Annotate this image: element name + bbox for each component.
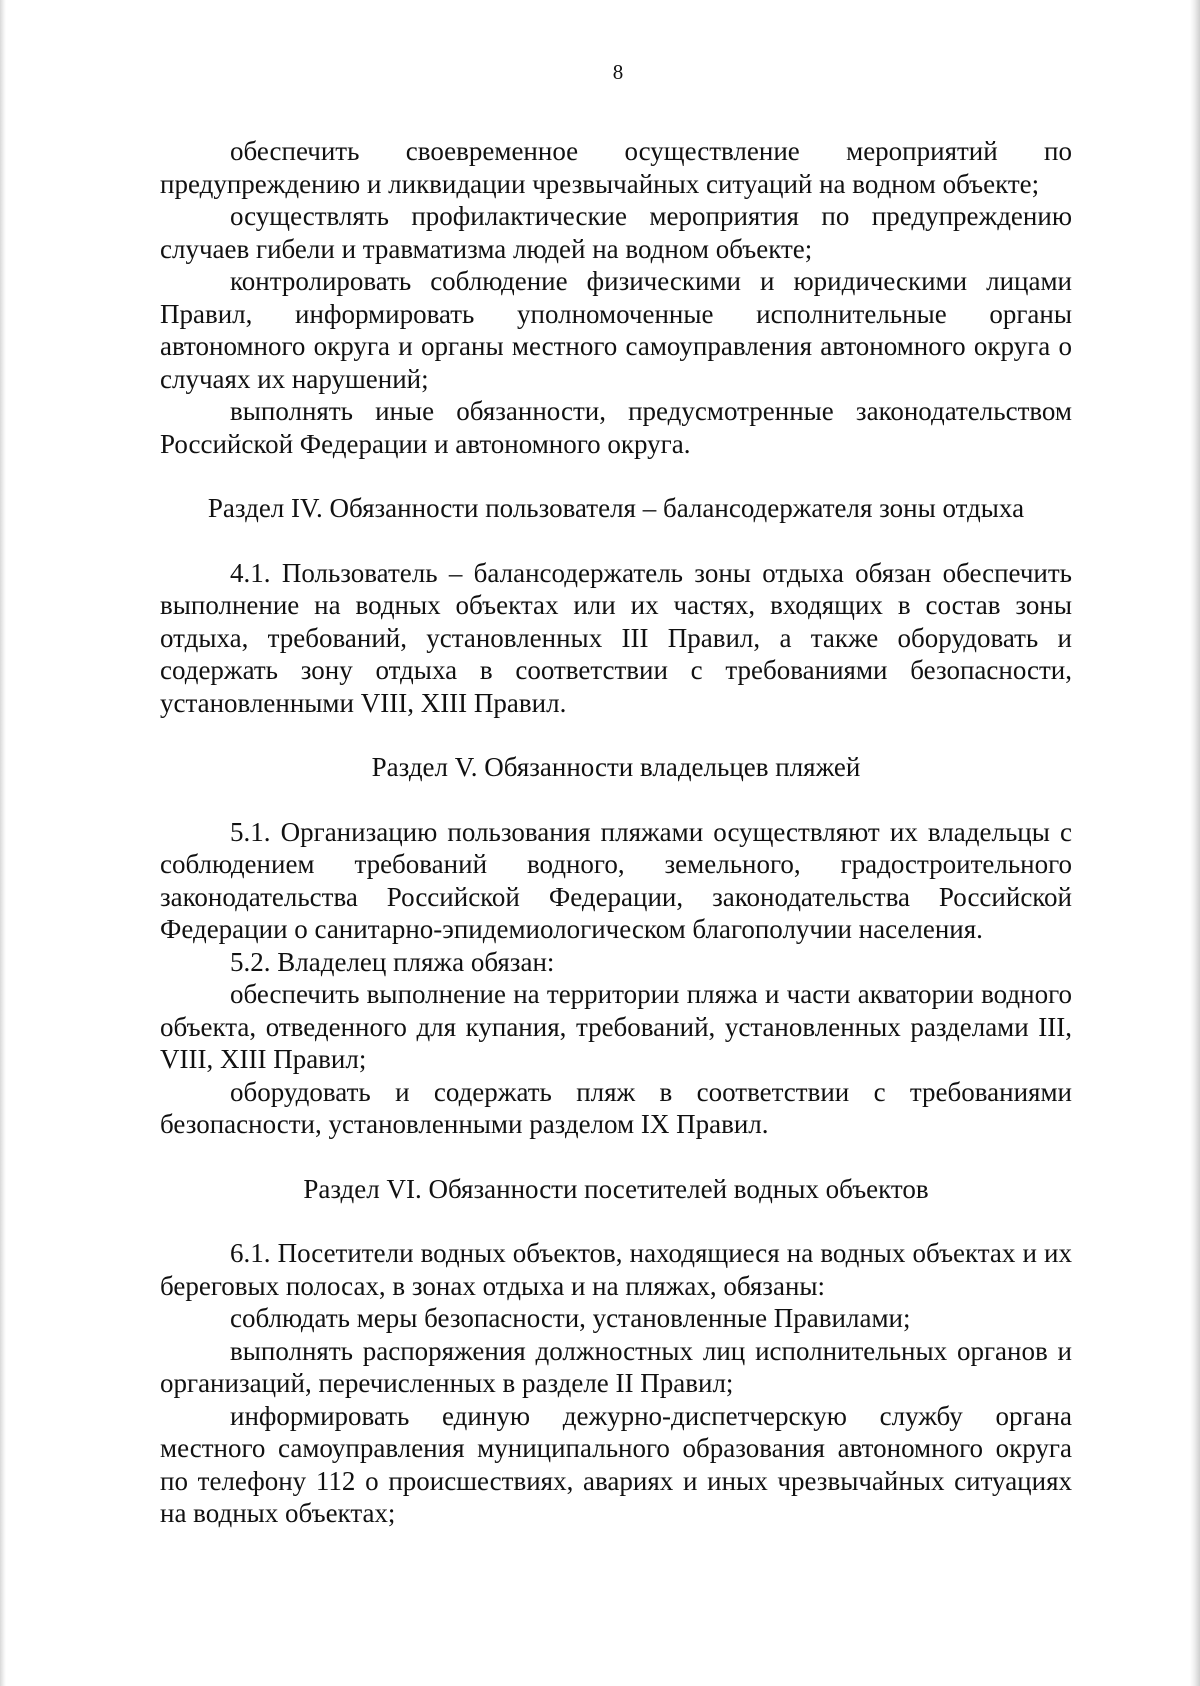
paragraph-duty-control: контролировать соблюдение физическими и юридическими лицами Правил, информировать уполномоченные исполнительные органы автономного округа и органы местного самоуправления автономного округа о случаях их нарушений; [160,266,1072,394]
section-heading-5: Раздел V. Обязанности владельцев пляжей [371,752,861,782]
section-gap [160,1141,1072,1173]
section-heading-6: Раздел VI. Обязанности посетителей водных объектов [303,1173,929,1204]
paragraph-5-2-item-2: оборудовать и содержать пляж в соответствии с требованиями безопасности, установленными разделом IX Правил. [160,1076,1072,1139]
paragraph-duty-prevention: осуществлять профилактические мероприятия по предупреждению случаев гибели и травматизма людей на водном объекте; [160,201,1072,264]
section-gap [160,1205,1072,1237]
scan-edge-right [1190,0,1200,1686]
document-body [160,135,1072,1530]
paragraph-6-1-item-3: информировать единую дежурно-диспетчерскую службу органа местного самоуправления муниципального образования автономного округа по телефону 112 о происшествиях, авариях и иных чрезвычайных ситуациях на водных объектах; [160,1400,1072,1528]
scan-edge-left [0,0,6,1686]
paragraph-6-1-item-2: выполнять распоряжения должностных лиц исполнительных органов и организаций, перечисленных в разделе II Правил; [160,1335,1072,1398]
paragraph-5-2-item-1: обеспечить выполнение на территории пляжа и части акватории водного объекта, отведенного для купания, требований, установленных разделами III, VIII, XIII Правил; [160,979,1072,1074]
section-gap [160,460,1072,492]
page-number: 8 [612,60,624,84]
paragraph-4-1: 4.1. Пользователь – балансодержатель зоны отдыха обязан обеспечить выполнение на водных объектах или их частях, входящих в состав зоны отдыха, требований, установленных III Правил, а также оборудовать и содержать зону отдыха в соответствии с требованиями безопасности, установленными VIII, XIII Правил. [160,557,1072,718]
section-gap [160,784,1072,816]
section-gap [160,525,1072,557]
paragraph-duty-emergency-measures: обеспечить своевременное осуществление мероприятий по предупреждению и ликвидации чрезвычайных ситуаций на водном объекте; [160,136,1072,199]
paragraph-6-1: 6.1. Посетители водных объектов, находящиеся на водных объектах и их береговых полосах, в зонах отдыха и на пляжах, обязаны: [160,1238,1072,1301]
section-gap [160,719,1072,751]
paragraph-duty-other: выполнять иные обязанности, предусмотренные законодательством Российской Федерации и автономного округа. [160,396,1072,459]
paragraph-6-1-item-1: соблюдать меры безопасности, установленные Правилами; [230,1303,911,1333]
section-heading-4: Раздел IV. Обязанности пользователя – балансодержателя зоны отдыха [207,493,1025,523]
paragraph-5-1: 5.1. Организацию пользования пляжами осуществляют их владельцы с соблюдением требований водного, земельного, градостроительного законодательства Российской Федерации, законодательства Российской Федерации о санитарно-эпидемиологическом благополучии населения. [160,816,1072,944]
paragraph-5-2: 5.2. Владелец пляжа обязан: [230,946,555,977]
